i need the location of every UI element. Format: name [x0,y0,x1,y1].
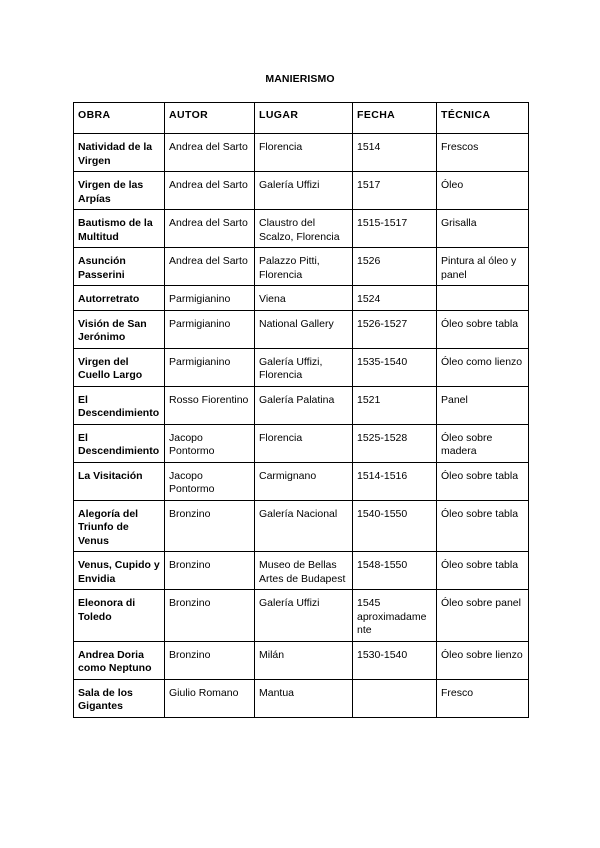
cell-obra: Alegoría del Triunfo de Venus [74,500,165,552]
cell-lugar: Galería Uffizi [255,172,353,210]
cell-obra: Visión de San Jerónimo [74,310,165,348]
cell-obra: Asunción Passerini [74,248,165,286]
cell-tecnica: Óleo sobre lienzo [437,641,529,679]
cell-autor: Parmigianino [165,310,255,348]
cell-obra: Virgen de las Arpías [74,172,165,210]
cell-autor: Parmigianino [165,348,255,386]
table-row [74,641,529,679]
cell-obra: Andrea Doria como Neptuno [74,641,165,679]
cell-lugar: Milán [255,641,353,679]
cell-tecnica: Óleo sobre tabla [437,500,529,552]
cell-fecha: 1514-1516 [353,462,437,500]
cell-fecha: 1515-1517 [353,210,437,248]
cell-tecnica [437,286,529,311]
cell-lugar: Museo de Bellas Artes de Budapest [255,552,353,590]
header-tecnica: TÉCNICA [437,103,529,134]
cell-fecha: 1548-1550 [353,552,437,590]
cell-lugar: Viena [255,286,353,311]
cell-autor: Andrea del Sarto [165,248,255,286]
cell-obra: La Visitación [74,462,165,500]
table-row [74,500,529,552]
cell-obra: El Descendimiento [74,386,165,424]
cell-obra: Autorretrato [74,286,165,311]
cell-tecnica: Grisalla [437,210,529,248]
header-lugar: LUGAR [255,103,353,134]
cell-fecha: 1517 [353,172,437,210]
cell-tecnica: Óleo sobre madera [437,424,529,462]
cell-tecnica: Óleo sobre panel [437,590,529,642]
cell-lugar: Galería Uffizi, Florencia [255,348,353,386]
cell-autor: Andrea del Sarto [165,134,255,172]
cell-tecnica: Óleo sobre tabla [437,310,529,348]
cell-tecnica: Fresco [437,679,529,717]
cell-obra: Virgen del Cuello Largo [74,348,165,386]
header-fecha: FECHA [353,103,437,134]
cell-tecnica: Frescos [437,134,529,172]
cell-lugar: Claustro del Scalzo, Florencia [255,210,353,248]
cell-lugar: Galería Nacional [255,500,353,552]
cell-fecha: 1525-1528 [353,424,437,462]
cell-obra: El Descendimiento [74,424,165,462]
table-row [74,590,529,642]
cell-autor: Bronzino [165,590,255,642]
table-row [74,462,529,500]
cell-obra: Venus, Cupido y Envidia [74,552,165,590]
cell-fecha: 1526 [353,248,437,286]
cell-tecnica: Óleo [437,172,529,210]
cell-fecha: 1521 [353,386,437,424]
cell-lugar: Palazzo Pitti, Florencia [255,248,353,286]
cell-lugar: Galería Uffizi [255,590,353,642]
table-row [74,134,529,172]
table-row [74,286,529,311]
cell-fecha: 1514 [353,134,437,172]
cell-fecha: 1545 aproximadamente [353,590,437,642]
table-row [74,210,529,248]
header-row [74,103,529,134]
header-autor: AUTOR [165,103,255,134]
cell-autor: Rosso Fiorentino [165,386,255,424]
header-obra: OBRA [74,103,165,134]
cell-lugar: National Gallery [255,310,353,348]
table-row [74,424,529,462]
cell-fecha [353,679,437,717]
cell-fecha: 1526-1527 [353,310,437,348]
cell-autor: Andrea del Sarto [165,172,255,210]
cell-lugar: Galería Palatina [255,386,353,424]
cell-tecnica: Óleo como lienzo [437,348,529,386]
cell-fecha: 1540-1550 [353,500,437,552]
cell-obra: Bautismo de la Multitud [74,210,165,248]
table-row [74,386,529,424]
table-row [74,248,529,286]
cell-autor: Bronzino [165,641,255,679]
cell-autor: Parmigianino [165,286,255,311]
cell-tecnica: Pintura al óleo y panel [437,248,529,286]
cell-fecha: 1530-1540 [353,641,437,679]
table-row [74,679,529,717]
cell-obra: Natividad de la Virgen [74,134,165,172]
cell-fecha: 1524 [353,286,437,311]
cell-autor: Bronzino [165,500,255,552]
cell-lugar: Florencia [255,424,353,462]
table-row [74,552,529,590]
cell-autor: Bronzino [165,552,255,590]
table-row [74,348,529,386]
cell-lugar: Mantua [255,679,353,717]
cell-fecha: 1535-1540 [353,348,437,386]
cell-lugar: Carmignano [255,462,353,500]
cell-tecnica: Óleo sobre tabla [437,552,529,590]
cell-autor: Jacopo Pontormo [165,424,255,462]
cell-autor: Andrea del Sarto [165,210,255,248]
table-row [74,172,529,210]
cell-autor: Jacopo Pontormo [165,462,255,500]
document-title: MANIERISMO [265,73,335,85]
cell-obra: Sala de los Gigantes [74,679,165,717]
cell-autor: Giulio Romano [165,679,255,717]
cell-obra: Eleonora di Toledo [74,590,165,642]
cell-lugar: Florencia [255,134,353,172]
table-row [74,310,529,348]
cell-tecnica: Panel [437,386,529,424]
cell-tecnica: Óleo sobre tabla [437,462,529,500]
works-table [73,102,529,718]
